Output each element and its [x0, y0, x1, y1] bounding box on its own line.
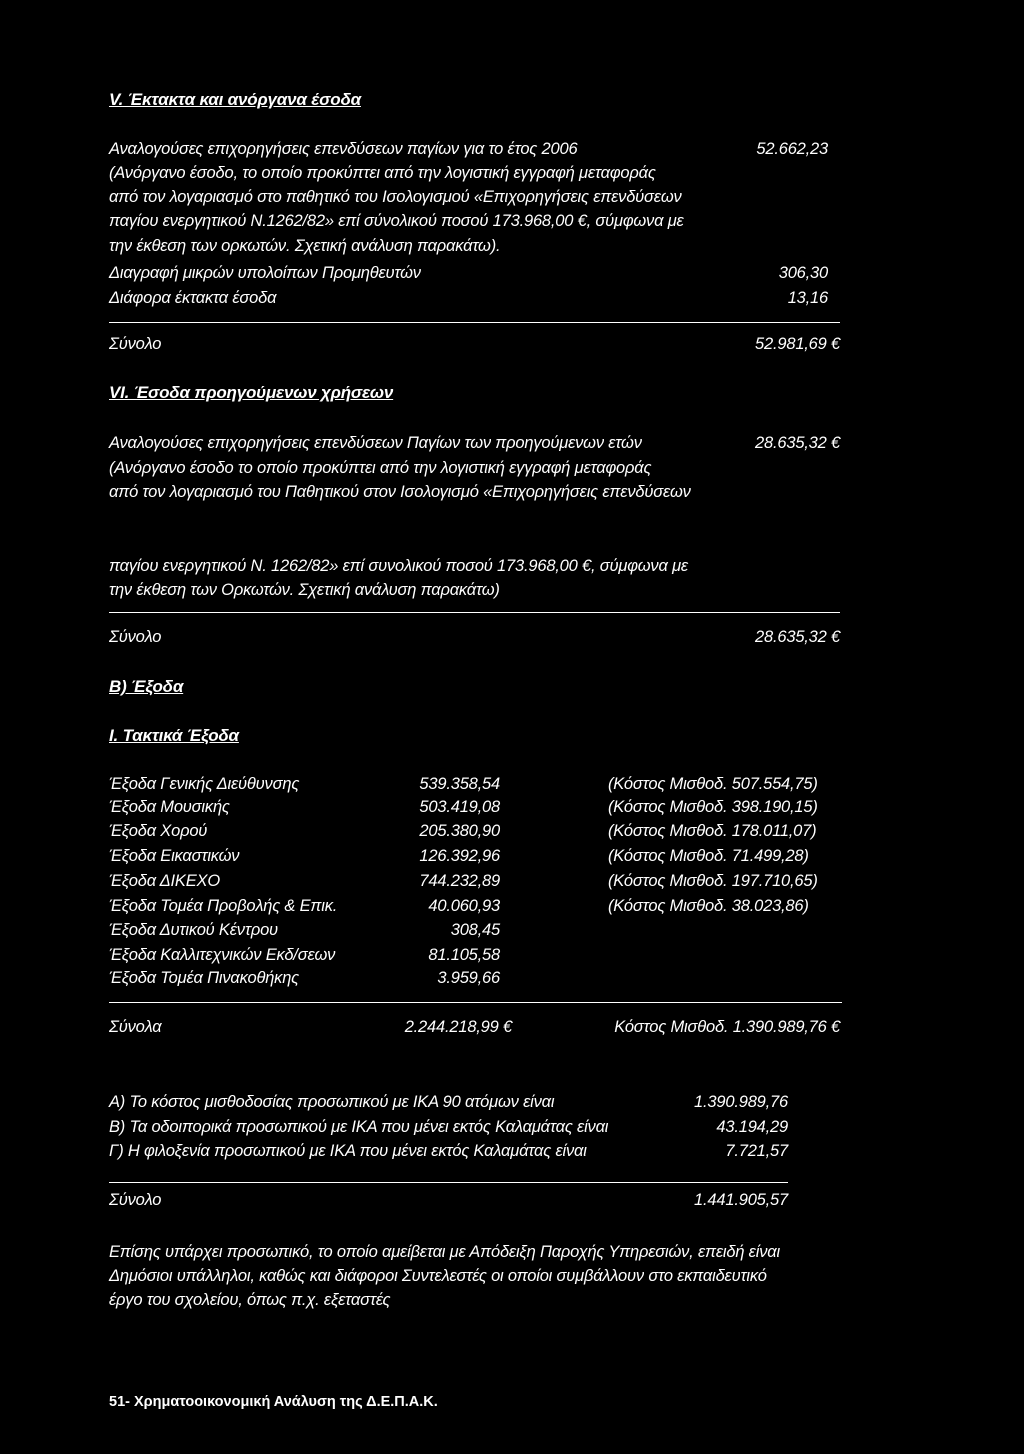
- staff-cost-label: Β) Τα οδοιπορικά προσωπικού με ΙΚΑ που μένει εκτός Καλαμάτας είναι: [109, 1118, 609, 1136]
- expense-row-label: Έξοδα Χορού: [109, 822, 208, 840]
- staff-cost-label: Γ) Η φιλοξενία προσωπικού με ΙΚΑ που μένει εκτός Καλαμάτας είναι: [109, 1142, 587, 1160]
- section-6-line1-value: 28.635,32 €: [755, 434, 840, 452]
- expense-row-value: 539.358,54: [419, 775, 500, 793]
- expense-row-value: 40.060,93: [428, 897, 500, 915]
- expense-row-value: 3.959,66: [437, 969, 500, 987]
- section-5-item-label: Διαγραφή μικρών υπολοίπων Προμηθευτών: [109, 264, 421, 282]
- section-6-total-label: Σύνολο: [109, 628, 162, 646]
- expense-row-label: Έξοδα Τομέα Προβολής & Επικ.: [109, 897, 338, 915]
- section-6-note-line: από τον λογαριασμό του Παθητικού στον Ισολογισμό «Επιχορηγήσεις επενδύσεων: [109, 483, 691, 501]
- expense-row-label: Έξοδα ΔΙΚΕΧΟ: [109, 872, 220, 890]
- expense-row-label: Έξοδα Δυτικού Κέντρου: [109, 921, 278, 939]
- section-5-total-value: 52.981,69 €: [755, 335, 840, 353]
- section-6-line1-label: Αναλογούσες επιχορηγήσεις επενδύσεων Παγίων των προηγούμενων ετών: [109, 434, 642, 452]
- section-5-note-line: (Ανόργανο έσοδο, το οποίο προκύπτει από την λογιστική εγγραφή μεταφοράς: [109, 164, 656, 182]
- expense-row-payroll: (Κόστος Μισθοδ. 197.710,65): [608, 872, 818, 890]
- section-5-note-line: από τον λογαριασμό στο παθητικό του Ισολογισμού «Επιχορηγήσεις επενδύσεων: [109, 188, 682, 206]
- expense-row-value: 503.419,08: [419, 798, 500, 816]
- expense-row-payroll: (Κόστος Μισθοδ. 178.011,07): [608, 822, 817, 840]
- section-5-item-value: 13,16: [787, 289, 828, 307]
- staff-cost-value: 43.194,29: [716, 1118, 788, 1136]
- divider: [109, 1002, 842, 1003]
- expenses-total-value: 2.244.218,99 €: [404, 1018, 512, 1036]
- expense-row-value: 205.380,90: [419, 822, 500, 840]
- section-5-item-value: 306,30: [778, 264, 828, 282]
- expense-row-label: Έξοδα Μουσικής: [109, 798, 230, 816]
- section-5-note-line: την έκθεση των ορκωτών. Σχετική ανάλυση παρακάτω).: [109, 237, 501, 255]
- section-5-item-label: Διάφορα έκτακτα έσοδα: [109, 289, 277, 307]
- staff-total-value: 1.441.905,57: [694, 1191, 788, 1209]
- staff-cost-value: 1.390.989,76: [694, 1093, 788, 1111]
- section-6-total-value: 28.635,32 €: [755, 628, 840, 646]
- section-6-note-line: την έκθεση των Ορκωτών. Σχετική ανάλυση παρακάτω): [109, 581, 500, 599]
- expense-row-label: Έξοδα Καλλιτεχνικών Εκδ/σεων: [109, 946, 336, 964]
- divider: [109, 612, 840, 613]
- closing-text-line: Επίσης υπάρχει προσωπικό, το οποίο αμείβεται με Απόδειξη Παροχής Υπηρεσιών, επειδή είναι: [109, 1243, 780, 1261]
- closing-text-line: Δημόσιοι υπάλληλοι, καθώς και διάφοροι Συντελεστές οι οποίοι συμβάλλουν στο εκπαιδευτικό: [109, 1267, 767, 1285]
- section-6-note-line: (Ανόργανο έσοδο το οποίο προκύπτει από την λογιστική εγγραφή μεταφοράς: [109, 459, 652, 477]
- expense-row-value: 308,45: [450, 921, 500, 939]
- expense-row-payroll: (Κόστος Μισθοδ. 398.190,15): [608, 798, 818, 816]
- expense-row-value: 81.105,58: [428, 946, 500, 964]
- expenses-total-payroll: Κόστος Μισθοδ. 1.390.989,76 €: [614, 1018, 840, 1036]
- staff-cost-label: Α) Το κόστος μισθοδοσίας προσωπικού με ΙΚΑ 90 ατόμων είναι: [109, 1093, 555, 1111]
- page-footer: 51- Χρηματοοικονομική Ανάλυση της Δ.Ε.Π.Α.Κ.: [109, 1394, 438, 1410]
- section-5-note-line: παγίου ενεργητικού Ν.1262/82» επί σύνολικού ποσού 173.968,00 €, σύμφωνα με: [109, 212, 684, 230]
- section-5-line1-label: Αναλογούσες επιχορηγήσεις επενδύσεων παγίων για το έτος 2006: [109, 140, 578, 158]
- expense-row-payroll: (Κόστος Μισθοδ. 38.023,86): [608, 897, 809, 915]
- section-5-line1-value: 52.662,23: [756, 140, 828, 158]
- section-6-note-line: παγίου ενεργητικού Ν. 1262/82» επί συνολικού ποσού 173.968,00 €, σύμφωνα με: [109, 557, 688, 575]
- expenses-total-label: Σύνολα: [109, 1018, 162, 1036]
- closing-text-line: έργο του σχολείου, όπως π.χ. εξεταστές: [109, 1291, 391, 1309]
- staff-total-label: Σύνολο: [109, 1191, 162, 1209]
- section-5-heading: V. Έκτακτα και ανόργανα έσοδα: [109, 90, 361, 109]
- section-6-heading: VI. Έσοδα προηγούμενων χρήσεων: [109, 383, 394, 402]
- section-b-heading: Β) Έξοδα: [109, 677, 184, 696]
- expense-row-label: Έξοδα Γενικής Διεύθυνσης: [109, 775, 300, 793]
- expense-row-payroll: (Κόστος Μισθοδ. 507.554,75): [608, 775, 818, 793]
- expense-row-payroll: (Κόστος Μισθοδ. 71.499,28): [608, 847, 809, 865]
- expense-row-label: Έξοδα Εικαστικών: [109, 847, 240, 865]
- divider: [109, 1182, 788, 1183]
- section-5-total-label: Σύνολο: [109, 335, 162, 353]
- expense-row-label: Έξοδα Τομέα Πινακοθήκης: [109, 969, 299, 987]
- staff-cost-value: 7.721,57: [725, 1142, 788, 1160]
- section-1-heading: Ι. Τακτικά Έξοδα: [109, 726, 239, 745]
- expense-row-value: 744.232,89: [419, 872, 500, 890]
- divider: [109, 322, 840, 323]
- expense-row-value: 126.392,96: [419, 847, 500, 865]
